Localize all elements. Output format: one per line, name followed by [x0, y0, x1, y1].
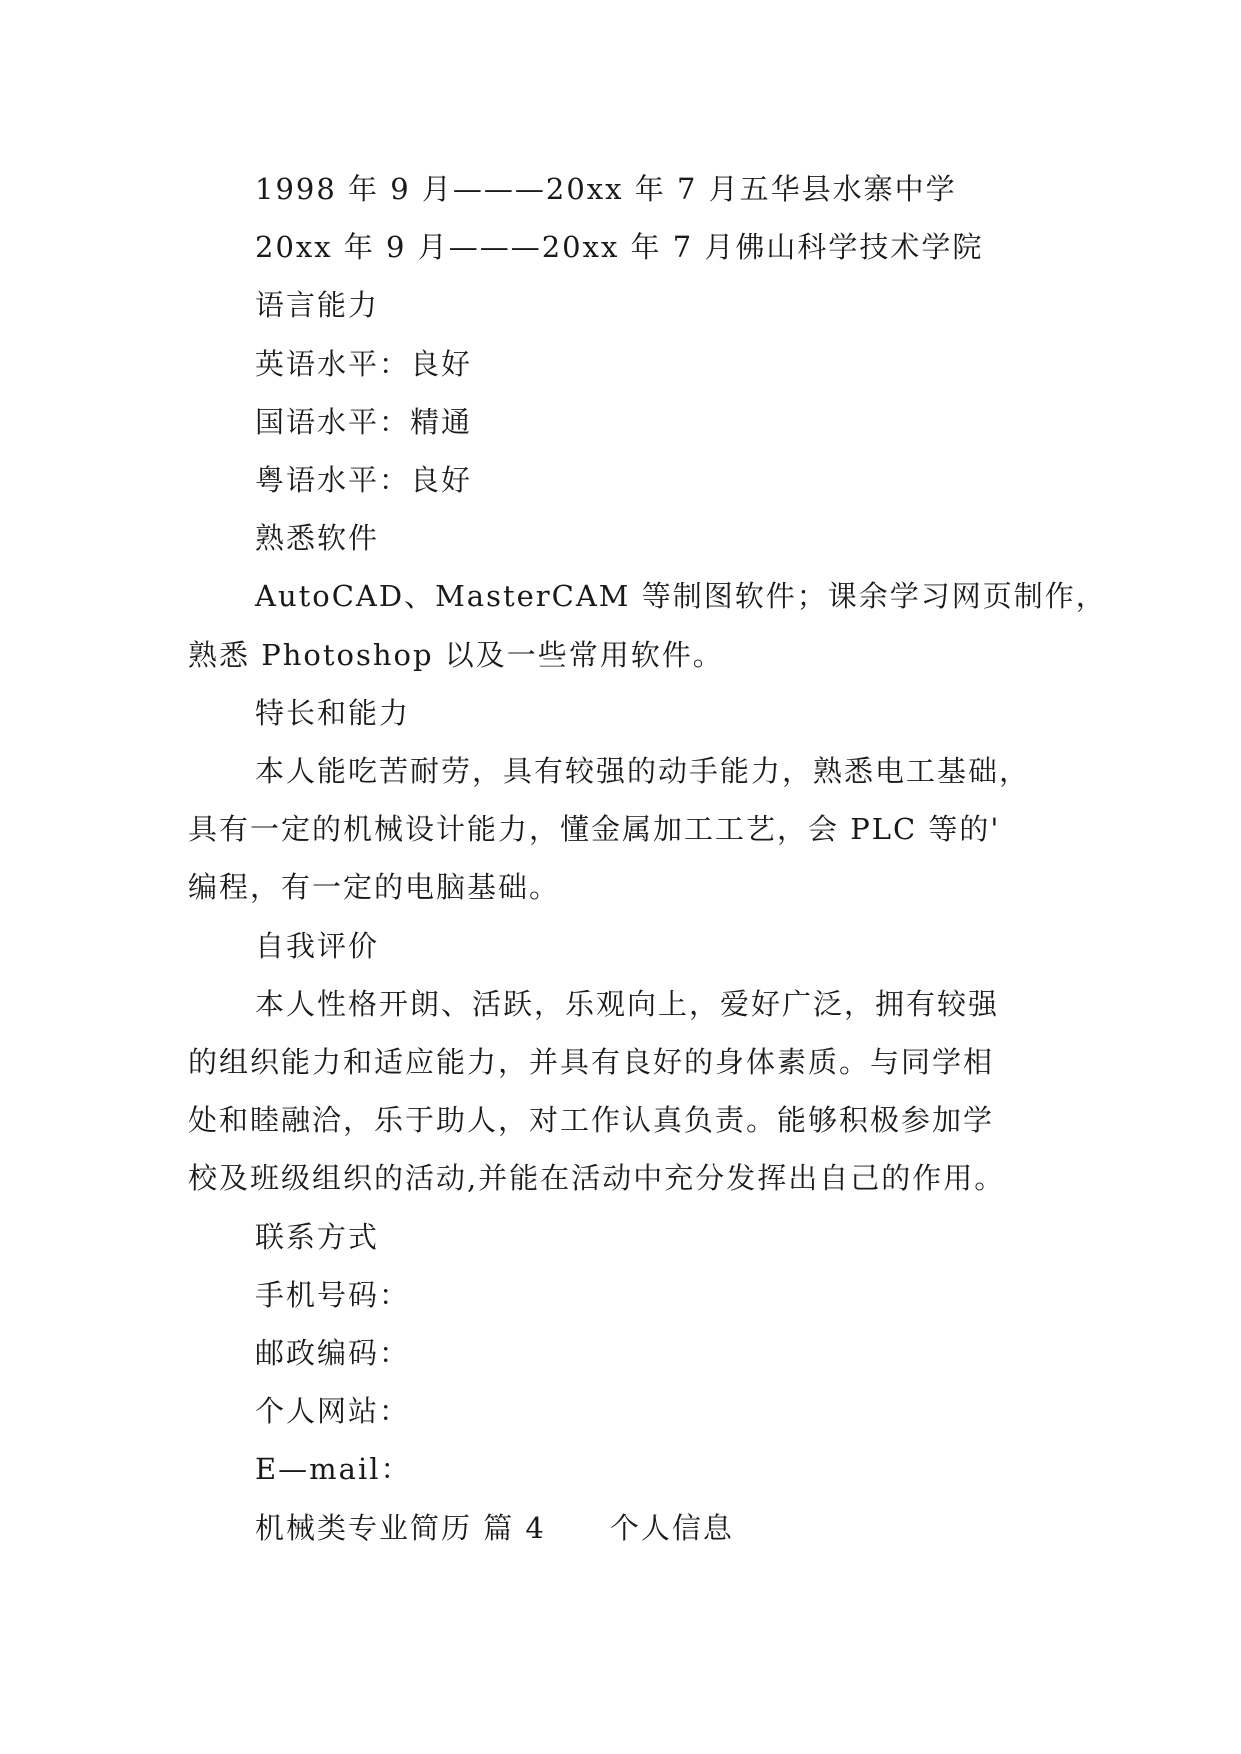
education-line-2: 20xx 年 9 月———20xx 年 7 月佛山科学技术学院 — [255, 230, 984, 265]
mandarin-level: 国语水平：精通 — [255, 404, 473, 439]
contact-heading: 联系方式 — [255, 1219, 380, 1254]
language-heading: 语言能力 — [255, 288, 380, 323]
next-section-heading — [188, 1499, 1068, 1557]
cantonese-level: 粤语水平：良好 — [255, 463, 473, 498]
self-evaluation-line-2: 的组织能力和适应能力，并具有良好的身体素质。与同学相 — [188, 1045, 995, 1080]
software-line-2: 熟悉 Photoshop 以及一些常用软件。 — [188, 637, 724, 672]
self-evaluation-line-4: 校及班级组织的活动,并能在活动中充分发挥出自己的作用。 — [188, 1161, 1006, 1196]
skills-line-3: 编程，有一定的电脑基础。 — [188, 870, 561, 905]
self-evaluation-heading: 自我评价 — [255, 928, 380, 963]
resume-body — [188, 160, 1107, 1557]
self-evaluation-line-3: 处和睦融洽，乐于助人，对工作认真负责。能够积极参加学 — [188, 1103, 995, 1138]
contact-email: E—mail： — [255, 1452, 412, 1487]
skills-heading: 特长和能力 — [255, 695, 411, 730]
software-line-1: AutoCAD、MasterCAM 等制图软件；课余学习网页制作， — [255, 579, 1107, 614]
next-section-title: 机械类专业简历 篇 4 — [255, 1510, 546, 1545]
contact-website: 个人网站： — [255, 1394, 411, 1429]
contact-postal-code: 邮政编码： — [255, 1336, 411, 1371]
skills-line-2: 具有一定的机械设计能力，懂金属加工工艺，会 PLC 等的' — [188, 812, 1001, 847]
english-level: 英语水平：良好 — [255, 346, 473, 381]
software-heading: 熟悉软件 — [255, 521, 380, 556]
skills-line-1: 本人能吃苦耐劳，具有较强的动手能力，熟悉电工基础， — [255, 754, 1031, 789]
contact-phone: 手机号码： — [255, 1277, 411, 1312]
education-line-1: 1998 年 9 月———20xx 年 7 月五华县水寨中学 — [255, 172, 957, 206]
next-section-subtitle: 个人信息 — [609, 1510, 734, 1545]
self-evaluation-line-1: 本人性格开朗、活跃，乐观向上，爱好广泛，拥有较强 — [255, 986, 1000, 1021]
